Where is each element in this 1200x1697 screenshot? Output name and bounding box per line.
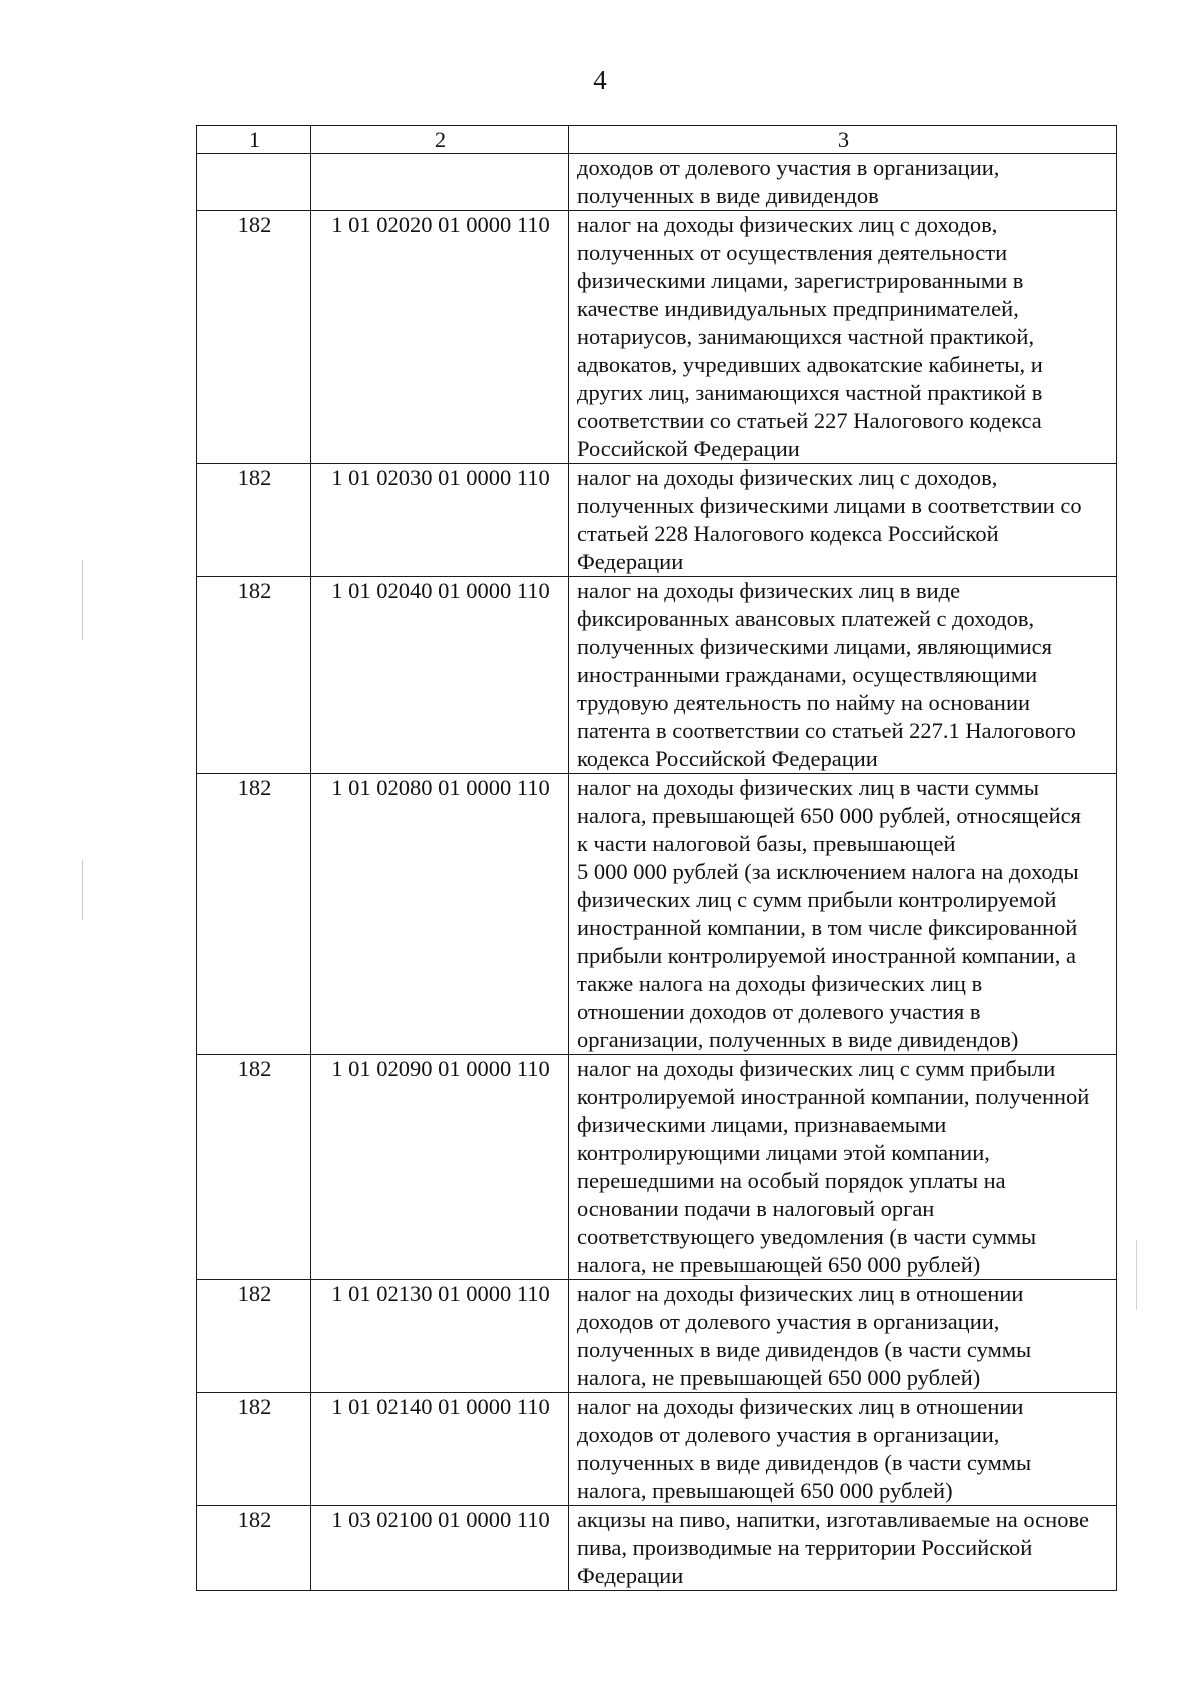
description-line: Федерации bbox=[577, 1563, 684, 1588]
description-line: налог на доходы физических лиц с доходов, bbox=[577, 212, 998, 237]
admin-code-cell bbox=[197, 154, 311, 211]
description-line: качестве индивидуальных предпринимателей, bbox=[577, 296, 1019, 321]
description-line: организации, полученных в виде дивидендов) bbox=[577, 1027, 1019, 1052]
description-line: полученных физическими лицами, являющимися bbox=[577, 634, 1052, 659]
description-line: налога, не превышающей 650 000 рублей) bbox=[577, 1252, 981, 1277]
budget-code-cell: 1 01 02030 01 0000 110 bbox=[311, 464, 569, 577]
description-line: отношении доходов от долевого участия в bbox=[577, 999, 981, 1024]
description-line: фиксированных авансовых платежей с доходов, bbox=[577, 606, 1035, 631]
description-line: физическими лицами, признаваемыми bbox=[577, 1112, 947, 1137]
budget-code-cell: 1 01 02080 01 0000 110 bbox=[311, 774, 569, 1055]
description-line: основании подачи в налоговый орган bbox=[577, 1196, 935, 1221]
description-line: полученных в виде дивидендов (в части суммы bbox=[577, 1337, 1032, 1362]
description-line: полученных в виде дивидендов (в части суммы bbox=[577, 1450, 1032, 1475]
budget-code-cell: 1 03 02100 01 0000 110 bbox=[311, 1506, 569, 1591]
scan-margin-line bbox=[82, 560, 83, 640]
description-line: Российской Федерации bbox=[577, 436, 800, 461]
description-line: налог на доходы физических лиц с доходов, bbox=[577, 465, 998, 490]
description-line: кодекса Российской Федерации bbox=[577, 746, 878, 771]
description-line: доходов от долевого участия в организации, bbox=[577, 155, 1000, 180]
admin-code-cell: 182 bbox=[197, 464, 311, 577]
description-line: контролирующими лицами этой компании, bbox=[577, 1140, 990, 1165]
admin-code-cell: 182 bbox=[197, 1280, 311, 1393]
table-row bbox=[197, 774, 1117, 1055]
description-cell bbox=[569, 1506, 1117, 1591]
description-line: патента в соответствии со статьей 227.1 Налогового bbox=[577, 718, 1076, 743]
header-col-2: 2 bbox=[311, 126, 569, 154]
table-row bbox=[197, 1280, 1117, 1393]
budget-code-cell: 1 01 02090 01 0000 110 bbox=[311, 1055, 569, 1280]
description-cell bbox=[569, 154, 1117, 211]
description-line: налога, не превышающей 650 000 рублей) bbox=[577, 1365, 981, 1390]
table-row bbox=[197, 464, 1117, 577]
budget-code-cell: 1 01 02040 01 0000 110 bbox=[311, 577, 569, 774]
description-line: физическими лицами, зарегистрированными в bbox=[577, 268, 1024, 293]
description-line: налог на доходы физических лиц в части суммы bbox=[577, 775, 1039, 800]
budget-code-cell bbox=[311, 154, 569, 211]
description-line: адвокатов, учредивших адвокатские кабинеты, и bbox=[577, 352, 1043, 377]
description-line: других лиц, занимающихся частной практикой в bbox=[577, 380, 1043, 405]
description-line: налога, превышающей 650 000 рублей) bbox=[577, 1478, 953, 1503]
description-line: налог на доходы физических лиц в виде bbox=[577, 578, 961, 603]
description-cell bbox=[569, 211, 1117, 464]
description-line: соответствии со статьей 227 Налогового кодекса bbox=[577, 408, 1042, 433]
description-line: 5 000 000 рублей (за исключением налога на доходы bbox=[577, 859, 1079, 884]
budget-code-cell: 1 01 02130 01 0000 110 bbox=[311, 1280, 569, 1393]
budget-code-cell: 1 01 02020 01 0000 110 bbox=[311, 211, 569, 464]
header-row bbox=[197, 126, 1117, 154]
table-row bbox=[197, 154, 1117, 211]
description-line: также налога на доходы физических лиц в bbox=[577, 971, 983, 996]
description-cell bbox=[569, 1280, 1117, 1393]
description-line: налога, превышающей 650 000 рублей, относящейся bbox=[577, 803, 1081, 828]
budget-code-cell: 1 01 02140 01 0000 110 bbox=[311, 1393, 569, 1506]
table-body bbox=[197, 154, 1117, 1591]
description-line: доходов от долевого участия в организации, bbox=[577, 1422, 1000, 1447]
description-line: иностранной компании, в том числе фиксированной bbox=[577, 915, 1078, 940]
description-line: перешедшими на особый порядок уплаты на bbox=[577, 1168, 1006, 1193]
table-row bbox=[197, 211, 1117, 464]
page-number: 4 bbox=[593, 65, 607, 95]
scan-margin-line bbox=[82, 860, 83, 920]
admin-code-cell: 182 bbox=[197, 774, 311, 1055]
description-line: контролируемой иностранной компании, полученной bbox=[577, 1084, 1090, 1109]
description-line: трудовую деятельность по найму на основании bbox=[577, 690, 1031, 715]
description-line: налог на доходы физических лиц в отношении bbox=[577, 1281, 1024, 1306]
admin-code-cell: 182 bbox=[197, 1506, 311, 1591]
admin-code-cell: 182 bbox=[197, 1055, 311, 1280]
table-row bbox=[197, 1393, 1117, 1506]
description-line: иностранными гражданами, осуществляющими bbox=[577, 662, 1038, 687]
description-line: прибыли контролируемой иностранной компании, а bbox=[577, 943, 1076, 968]
admin-code-cell: 182 bbox=[197, 577, 311, 774]
header-col-1: 1 bbox=[197, 126, 311, 154]
description-line: Федерации bbox=[577, 549, 684, 574]
description-cell bbox=[569, 1393, 1117, 1506]
description-line: нотариусов, занимающихся частной практикой, bbox=[577, 324, 1035, 349]
description-line: доходов от долевого участия в организации, bbox=[577, 1309, 1000, 1334]
table-header bbox=[197, 126, 1117, 154]
description-line: налог на доходы физических лиц в отношении bbox=[577, 1394, 1024, 1419]
description-line: полученных в виде дивидендов bbox=[577, 183, 879, 208]
description-line: соответствующего уведомления (в части суммы bbox=[577, 1224, 1037, 1249]
description-line: налог на доходы физических лиц с сумм прибыли bbox=[577, 1056, 1056, 1081]
description-line: к части налоговой базы, превышающей bbox=[577, 831, 956, 856]
description-cell bbox=[569, 774, 1117, 1055]
admin-code-cell: 182 bbox=[197, 211, 311, 464]
description-line: акцизы на пиво, напитки, изготавливаемые на основе bbox=[577, 1507, 1089, 1532]
description-line: полученных физическими лицами в соответствии со bbox=[577, 493, 1082, 518]
header-col-3: 3 bbox=[569, 126, 1117, 154]
table-row bbox=[197, 577, 1117, 774]
table-row bbox=[197, 1506, 1117, 1591]
table-row bbox=[197, 1055, 1117, 1280]
scan-margin-line bbox=[1136, 1240, 1137, 1310]
description-cell bbox=[569, 464, 1117, 577]
description-cell bbox=[569, 577, 1117, 774]
description-line: пива, производимые на территории Российской bbox=[577, 1535, 1033, 1560]
description-line: полученных от осуществления деятельности bbox=[577, 240, 1008, 265]
description-line: статьей 228 Налогового кодекса Российской bbox=[577, 521, 999, 546]
revenue-codes-table bbox=[196, 125, 1117, 1591]
description-line: физических лиц с сумм прибыли контролируемой bbox=[577, 887, 1057, 912]
description-cell bbox=[569, 1055, 1117, 1280]
admin-code-cell: 182 bbox=[197, 1393, 311, 1506]
